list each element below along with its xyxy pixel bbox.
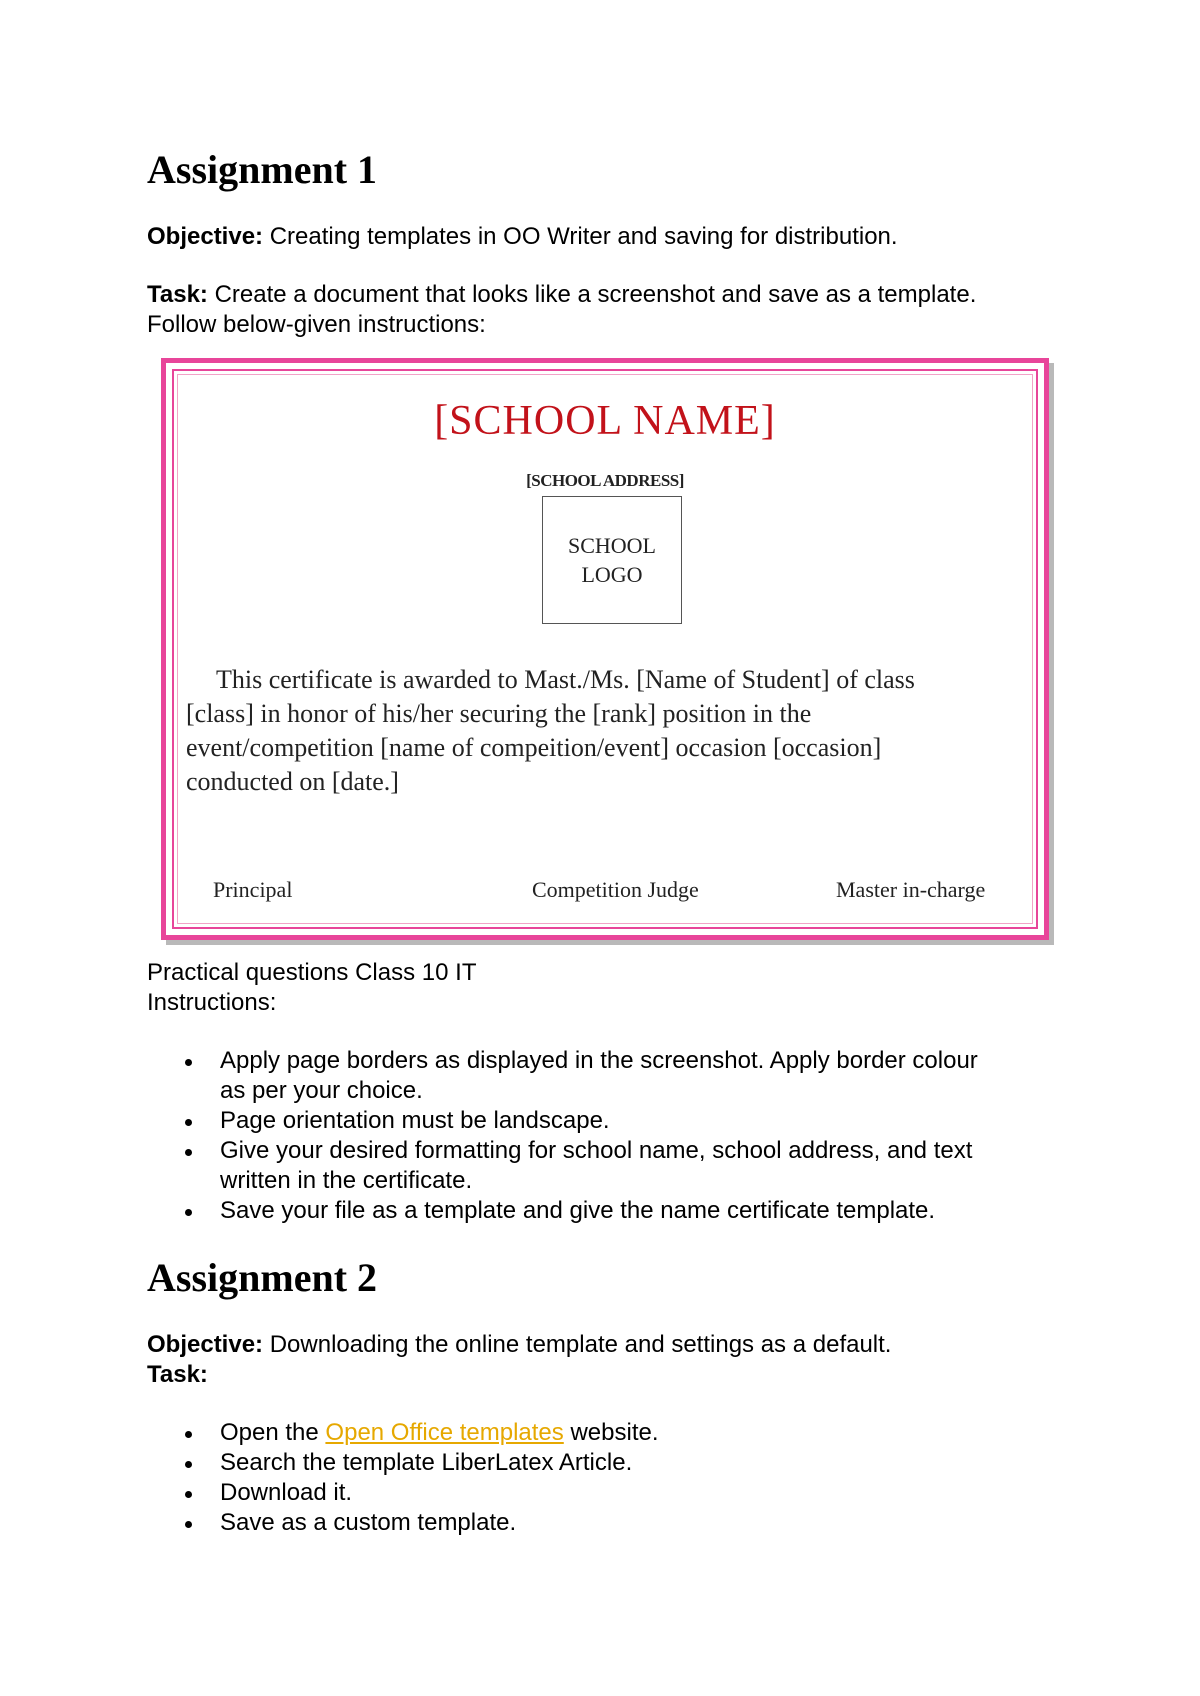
assignment-1-heading: Assignment 1 xyxy=(147,147,378,192)
bullet-icon xyxy=(185,1461,192,1468)
task-line-1 xyxy=(147,280,976,310)
certificate-body-text xyxy=(186,663,1006,799)
certificate-screenshot xyxy=(161,358,1049,940)
bullet-icon xyxy=(185,1431,192,1438)
objective-label: Objective: xyxy=(147,223,264,250)
objective-line-1 xyxy=(147,222,898,252)
signature-principal: Principal xyxy=(213,877,293,902)
objective-label: Objective: xyxy=(147,1331,264,1358)
certificate-body-line-3: event/competition [name of compeition/event] occasion [occasion] xyxy=(186,733,882,762)
objective-text: Creating templates in OO Writer and saving for distribution. xyxy=(269,223,898,250)
instructions-label: Instructions: xyxy=(147,989,277,1016)
objective-text: Downloading the online template and settings as a default. xyxy=(269,1331,892,1358)
certificate-school-name: [SCHOOL NAME] xyxy=(434,398,776,444)
bullet-icon xyxy=(185,1209,192,1216)
list-item: Search the template LiberLatex Article. xyxy=(147,1448,1067,1478)
list-item: Open the Open Office templates website. xyxy=(147,1418,1067,1448)
signature-competition-judge: Competition Judge xyxy=(532,877,699,902)
bullet-icon xyxy=(185,1119,192,1126)
bullet-icon xyxy=(185,1059,192,1066)
certificate-inner-border xyxy=(172,369,1038,929)
practical-questions-line: Practical questions Class 10 IT xyxy=(147,959,477,986)
certificate-body-line-2: [class] in honor of his/her securing the [rank] position in the xyxy=(186,699,812,728)
follow-instructions-line: Follow below-given instructions: xyxy=(147,311,486,338)
objective-line-2 xyxy=(147,1330,891,1360)
certificate-body-line-4: conducted on [date.] xyxy=(186,767,399,796)
list-item: Download it. xyxy=(147,1478,1067,1508)
certificate-body-line-1: This certificate is awarded to Mast./Ms. [Name of Student] of class xyxy=(216,665,915,694)
certificate-school-logo-box xyxy=(542,496,682,624)
list-item: Apply page borders as displayed in the screenshot. Apply border colour as per your choice. xyxy=(147,1046,1067,1106)
certificate-school-address: [SCHOOL ADDRESS] xyxy=(526,471,684,490)
task-label: Task: xyxy=(147,281,208,308)
logo-text-line-2: LOGO xyxy=(581,562,643,587)
certificate-innermost-border xyxy=(177,374,1033,924)
list-item: Save your file as a template and give the name certificate template. xyxy=(147,1196,1067,1226)
assignment-2-heading: Assignment 2 xyxy=(147,1255,378,1300)
bullet-icon xyxy=(185,1149,192,1156)
bullet-icon xyxy=(185,1521,192,1528)
open-office-templates-link[interactable]: Open Office templates xyxy=(325,1419,564,1446)
list-item: Page orientation must be landscape. xyxy=(147,1106,1067,1136)
logo-text-line-1: SCHOOL xyxy=(567,533,656,558)
task-label-2: Task: xyxy=(147,1361,208,1388)
steps-list xyxy=(147,1418,1067,1538)
signature-master-in-charge: Master in-charge xyxy=(836,877,986,902)
instructions-list xyxy=(147,1046,1067,1226)
task-text: Create a document that looks like a screenshot and save as a template. xyxy=(214,281,977,308)
bullet-icon xyxy=(185,1491,192,1498)
list-item: Give your desired formatting for school name, school address, and text written in the certificate. xyxy=(147,1136,1067,1196)
list-item: Save as a custom template. xyxy=(147,1508,1067,1538)
